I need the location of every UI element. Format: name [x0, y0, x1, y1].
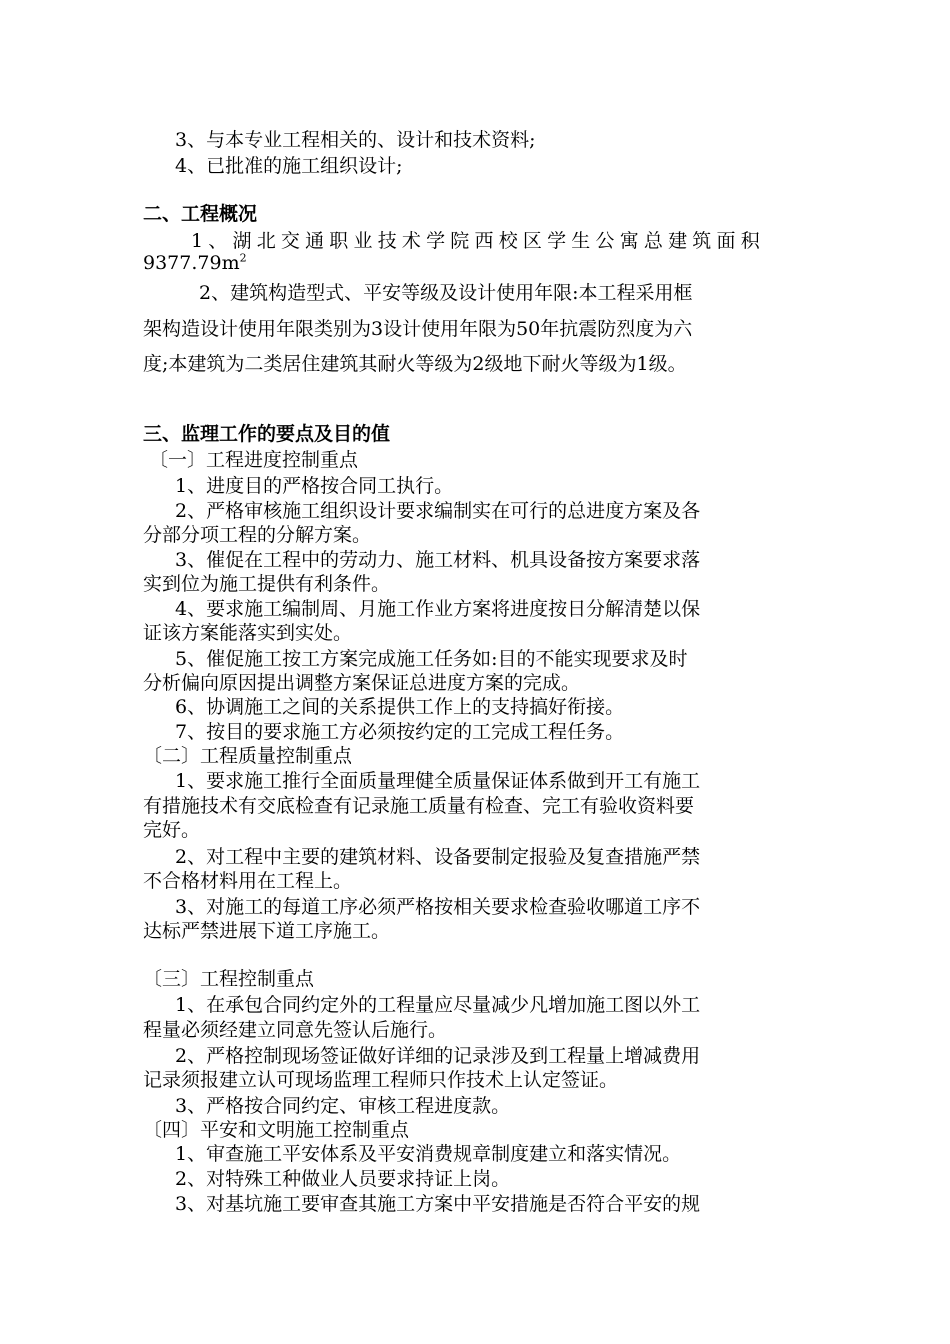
paragraph-line: 3、催促在工程中的劳动力、施工材料、机具设备按方案要求落: [175, 549, 701, 571]
paragraph-line: 2、严格审核施工组织设计要求编制实在可行的总进度方案及各: [175, 500, 701, 522]
section-heading: 二、工程概况: [143, 203, 258, 225]
paragraph-line: 1、进度目的严格按合同工执行。: [175, 475, 454, 497]
subsection-heading: 〔一〕工程进度控制重点: [149, 449, 359, 471]
paragraph-line: 2、对特殊工种做业人员要求持证上岗。: [175, 1168, 511, 1190]
area-value: 9377.79m: [143, 252, 240, 274]
paragraph-line: 3、严格按合同约定、审核工程进度款。: [175, 1095, 511, 1117]
subsection-heading: 〔二〕工程质量控制重点: [143, 745, 353, 767]
paragraph-line: 3、对施工的每道工序必须严格按相关要求检查验收哪道工序不: [175, 896, 701, 918]
subsection-heading: 〔四〕平安和文明施工控制重点: [143, 1119, 410, 1141]
paragraph-line: 程量必须经建立同意先签认后施行。: [143, 1019, 448, 1041]
paragraph-line: 不合格材料用在工程上。: [143, 870, 353, 892]
list-item: 3、与本专业工程相关的、设计和技术资料;: [175, 129, 536, 151]
paragraph-line: 2、对工程中主要的建筑材料、设备要制定报验及复查措施严禁: [175, 846, 701, 868]
paragraph-line: 有措施技术有交底检查有记录施工质量有检查、完工有验收资料要: [143, 795, 695, 817]
paragraph-line: 6、协调施工之间的关系提供工作上的支持搞好衔接。: [175, 696, 625, 718]
paragraph-line: 架构造设计使用年限类别为3设计使用年限为50年抗震防烈度为六: [143, 318, 693, 340]
paragraph-line: [143, 250, 247, 276]
paragraph-line: 1、要求施工推行全面质量理健全质量保证体系做到开工有施工: [175, 770, 701, 792]
paragraph-line: 2、建筑构造型式、平安等级及设计使用年限:本工程采用框: [199, 282, 693, 304]
paragraph-line: 4、要求施工编制周、月施工作业方案将进度按日分解清楚以保: [175, 598, 701, 620]
paragraph-line: 3、对基坑施工要审查其施工方案中平安措施是否符合平安的规: [175, 1193, 701, 1215]
subsection-heading: 〔三〕工程控制重点: [143, 968, 315, 990]
paragraph-line: 分析偏向原因提出调整方案保证总进度方案的完成。: [143, 672, 581, 694]
section-heading: 三、监理工作的要点及目的值: [143, 423, 391, 445]
paragraph-line: 实到位为施工提供有利条件。: [143, 573, 391, 595]
paragraph-line: 5、催促施工按工方案完成施工任务如:目的不能实现要求及时: [175, 648, 688, 670]
paragraph-line: 证该方案能落实到实处。: [143, 622, 353, 644]
paragraph-line: 分部分项工程的分解方案。: [143, 524, 372, 546]
paragraph-line: 1、湖北交通职业技术学院西校区学生公寓总建筑面积: [191, 230, 765, 252]
paragraph-line: 完好。: [143, 819, 201, 841]
paragraph-line: 7、按目的要求施工方必须按约定的工完成工程任务。: [175, 721, 625, 743]
paragraph-line: 1、审查施工平安体系及平安消费规章制度建立和落实情况。: [175, 1143, 682, 1165]
paragraph-line: 1、在承包合同约定外的工程量应尽量减少凡增加施工图以外工: [175, 994, 701, 1016]
paragraph-line: 度;本建筑为二类居住建筑其耐火等级为2级地下耐火等级为1级。: [143, 353, 687, 375]
paragraph-line: 达标严禁进展下道工序施工。: [143, 920, 391, 942]
paragraph-line: 记录须报建立认可现场监理工程师只作技术上认定签证。: [143, 1069, 619, 1091]
list-item: 4、已批准的施工组织设计;: [175, 155, 403, 177]
paragraph-line: 2、严格控制现场签证做好详细的记录涉及到工程量上增减费用: [175, 1045, 701, 1067]
superscript: 2: [239, 251, 247, 265]
